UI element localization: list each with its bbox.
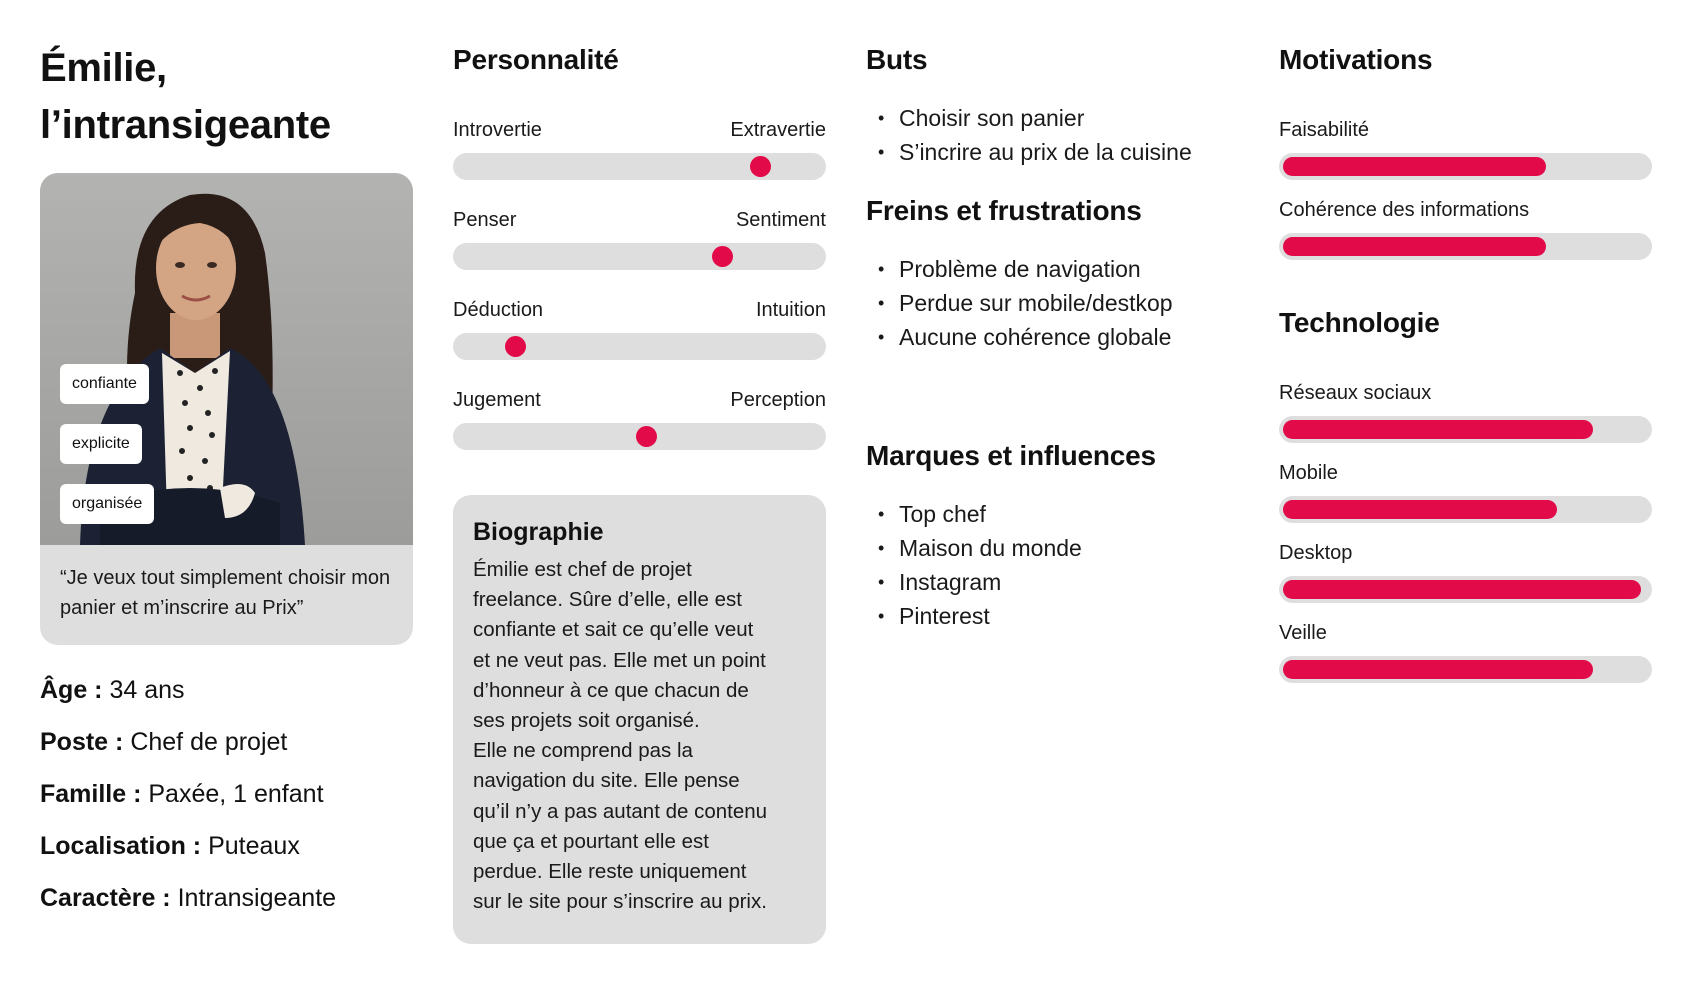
personality-scale [453,387,826,467]
trait-badge: explicite [60,424,142,464]
scale-marker [636,426,657,447]
fact-label: Localisation : [40,832,202,860]
goals-title: Buts [866,44,928,75]
list-item: • Pinterest [866,599,1239,633]
biography-title: Biographie [473,518,604,546]
bar-label: Mobile [1279,462,1338,484]
bar-fill [1283,580,1641,599]
fact-job [40,724,413,776]
technology-bar [1279,460,1652,540]
technology-bar [1279,540,1652,620]
scale-left-label: Jugement [453,389,541,411]
bar-label: Réseaux sociaux [1279,382,1432,404]
bar-track [1279,416,1652,443]
bar-track [1279,496,1652,523]
personality-scale [453,207,826,287]
bar-track [1279,233,1652,260]
frustrations-list [866,252,1239,354]
fact-family [40,776,413,828]
persona-name-line2: l’intransigeante [40,103,331,147]
bar-label: Veille [1279,622,1327,644]
motivations-title: Motivations [1279,44,1433,75]
bar-track [1279,576,1652,603]
list-item: • S’incrire au prix de la cuisine [866,135,1239,169]
fact-value: 34 ans [109,676,185,704]
list-item: • Top chef [866,497,1239,531]
scale-right-label: Intuition [755,299,826,321]
bar-track [1279,656,1652,683]
personality-title: Personnalité [453,44,619,75]
fact-value: Paxée, 1 enfant [148,780,324,808]
bar-track [1279,153,1652,180]
fact-label: Âge : [40,676,103,704]
bar-fill [1283,660,1593,679]
bar-label: Cohérence des informations [1279,199,1530,221]
scale-marker [505,336,526,357]
fact-label: Famille : [40,780,142,808]
technology-bar [1279,380,1652,460]
persona-facts [40,672,413,932]
fact-value: Chef de projet [130,728,288,756]
motivation-bar [1279,117,1652,197]
list-item: • Instagram [866,565,1239,599]
biography-card [453,495,826,944]
scale-marker [750,156,771,177]
fact-age [40,672,413,724]
scale-track [453,333,826,360]
personality-scale [453,117,826,197]
trait-badge: organisée [60,484,154,524]
persona-quote: “Je veux tout simplement choisir mon panier et m’inscrire au Prix” [60,567,391,619]
list-item: • Perdue sur mobile/destkop [866,286,1239,320]
technology-title: Technologie [1279,307,1440,338]
scale-right-label: Extravertie [730,119,826,141]
fact-value: Intransigeante [177,884,337,912]
photo-card [40,173,413,645]
brands-list [866,497,1239,633]
persona-photo [40,173,413,545]
scale-left-label: Déduction [453,299,544,321]
fact-label: Poste : [40,728,124,756]
persona-name [40,40,331,154]
bar-fill [1283,157,1546,176]
list-item: • Problème de navigation [866,252,1239,286]
fact-label: Caractère : [40,884,171,912]
list-item: • Maison du monde [866,531,1239,565]
bar-fill [1283,237,1546,256]
motivation-bar [1279,197,1652,277]
scale-right-label: Sentiment [735,209,826,231]
bar-label: Faisabilité [1279,119,1370,141]
frustrations-title: Freins et frustrations [866,195,1142,226]
persona-name-line1: Émilie, [40,46,167,90]
bar-fill [1283,420,1593,439]
brands-title: Marques et influences [866,440,1156,471]
scale-track [453,423,826,450]
scale-left-label: Introvertie [453,119,542,141]
technology-bar [1279,620,1652,700]
biography-text: Émilie est chef de projet freelance. Sûre d’elle, elle est confiante et sait ce qu’elle veut et ne veut pas. Elle met un point d’honneur à ce que chacun de ses projets soit organisé. Elle ne comprend pas la navigation du site. Elle pense qu’il n’y a pas autant de contenu que ça et pourtant elle est perdue. Elle reste uniquement sur le site pour s’inscrire au prix. [473,558,768,914]
trait-badge: confiante [60,364,149,404]
list-item: • Choisir son panier [866,101,1239,135]
scale-marker [712,246,733,267]
list-item: • Aucune cohérence globale [866,320,1239,354]
scale-track [453,243,826,270]
personality-scale [453,297,826,377]
bar-fill [1283,500,1557,519]
fact-location [40,828,413,880]
scale-right-label: Perception [730,389,826,411]
fact-value: Puteaux [208,832,300,860]
scale-left-label: Penser [453,209,517,231]
bar-label: Desktop [1279,542,1353,564]
scale-track [453,153,826,180]
goals-list [866,101,1239,169]
fact-character [40,880,413,932]
